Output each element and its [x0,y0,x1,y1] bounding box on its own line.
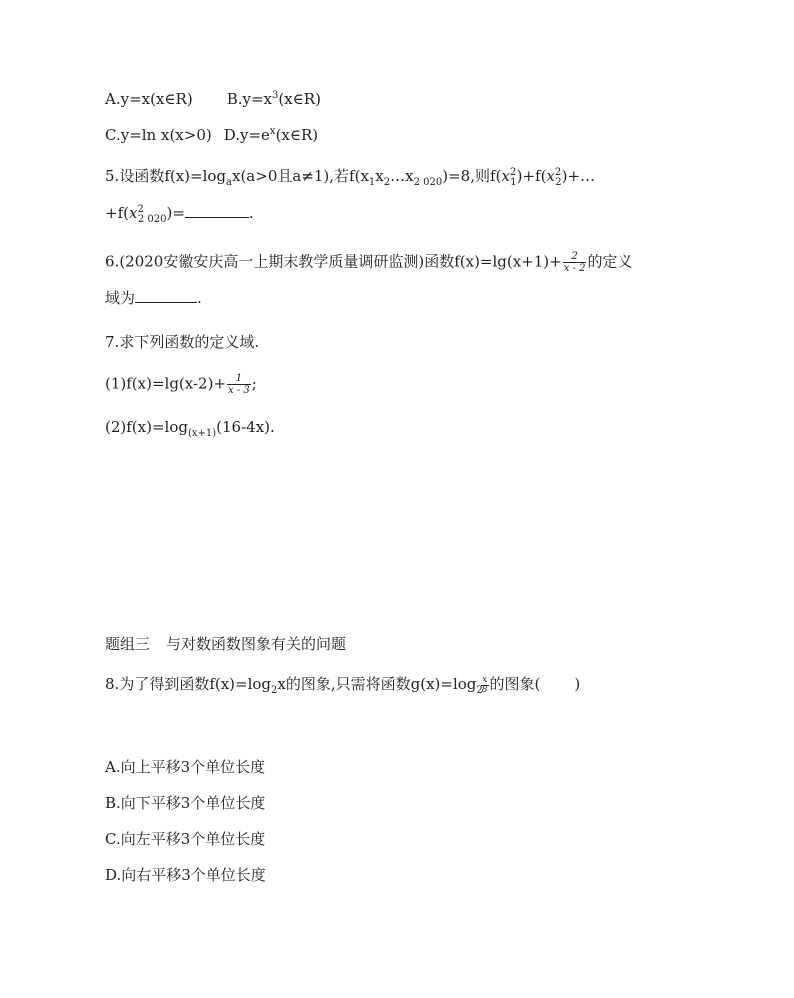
option-d-domain: (x∈R) [275,126,319,144]
q7-part2 [105,417,275,437]
q6-number: 6. [105,252,120,271]
q5-subscript: 2 [383,177,391,188]
q8-text: 为了得到函数f(x)=log [119,675,272,693]
option-b-domain: (x∈R) [278,90,321,108]
q8-number: 8. [105,675,120,693]
q8-fraction [481,676,489,695]
q5-text: )+… [561,167,596,185]
fraction-denominator: x - 3 [228,385,250,396]
q7-part1 [105,373,257,396]
option-d-label: D. [223,126,240,144]
option-text: 向右平移3个单位长度 [121,866,266,884]
q7-part1-text: (1)f(x)=lg(x-2)+ [105,374,227,393]
q5-text: …x [390,167,414,185]
q7-number: 7. [105,333,120,351]
option-c-text: y=ln x(x>0) [120,126,212,144]
q8-option-b[interactable] [105,793,265,813]
q5-text: 设函数f(x)=log [119,167,227,185]
q5-sub: 2 020 [137,214,167,225]
q5-period: . [248,204,254,222]
q8-log-base: 2 [476,685,483,696]
q5-number: 5. [105,167,120,185]
option-a-text: y=x(x∈R) [120,90,193,108]
option-c-label: C. [105,126,121,144]
q5-var: x [128,204,138,222]
q5-sub: 1 [510,177,517,188]
q5-text: x(a>0且a≠1),若f(x [232,167,369,185]
option-b-exponent: 3 [272,90,279,101]
q5-sup: 2 [554,167,562,178]
option-text: 向左平移3个单位长度 [120,830,266,848]
group-heading [105,634,346,654]
q8-option-c[interactable] [105,829,265,849]
q6-text: 函数f(x)=lg(x+1)+ [424,252,562,271]
q5-text: x [375,167,384,185]
q4-options-row2 [105,125,318,145]
q7-part2-text: (2)f(x)=log [105,418,188,436]
q4-options-row1 [105,89,321,109]
option-label: B. [105,794,121,812]
group-title: 与对数函数图象有关的问题 [166,635,347,653]
q7-prompt [105,332,259,352]
q5-text: )= [166,204,185,222]
q6-answer-blank[interactable] [135,288,197,303]
q5-var: x [501,167,510,185]
q7-part2-text: (16-4x). [216,418,275,436]
q8-stem [105,674,580,695]
q8-log-base: 2 [271,685,278,696]
q8-option-d[interactable] [105,865,266,885]
q8-text: 的图象( [489,675,541,693]
option-label: D. [105,866,122,884]
q5-sup: 2 [137,204,144,215]
q5-sup: 2 [509,167,517,178]
q6-fraction [563,251,587,274]
q6-line2 [105,288,202,308]
q5-line1 [105,166,595,186]
q5-var: x [546,167,555,185]
fraction-denominator: 8 [481,684,488,695]
option-b-label: B. [226,90,243,108]
q6-text: 的定义 [587,252,633,271]
option-b-text: y=x [242,90,272,108]
q7-text: 求下列函数的定义域. [119,333,260,351]
option-text: 向上平移3个单位长度 [120,758,266,776]
q7-log-base: (x+1) [187,428,217,439]
q5-log-base: a [226,177,232,188]
q6-period: . [197,289,202,307]
option-text: 向下平移3个单位长度 [120,794,266,812]
q5-text: )+f( [516,167,547,185]
option-a-label: A. [105,90,121,108]
q8-text: x的图象,只需将函数g(x)=log [277,675,477,693]
q6-line1 [105,251,633,274]
fraction-denominator: x - 2 [563,263,586,274]
q5-answer-blank[interactable] [185,203,249,218]
q5-subscript: 2 020 [413,177,443,188]
option-label: C. [105,830,121,848]
q7-part1-fraction [227,373,251,396]
q8-option-a[interactable] [105,757,265,777]
option-d-text: y=e [240,126,270,144]
q8-text: ) [574,675,581,693]
option-label: A. [105,758,121,776]
q6-source: (2020安徽安庆高一上期末教学质量调研监测) [119,252,425,271]
q5-line2 [105,203,254,223]
group-label: 题组三 [105,635,151,653]
q7-part1-text: ; [251,374,257,393]
q5-subscript: 1 [368,177,376,188]
q6-text: 域为 [105,289,136,307]
q5-text: +f( [105,204,129,222]
q5-sub: 2 [555,177,562,188]
fraction-numerator: 1 [227,373,251,385]
option-d-exponent: x [269,126,276,137]
fraction-numerator: 2 [563,251,587,263]
fraction-numerator: x [482,674,488,685]
q5-text: )=8,则f( [442,167,502,185]
